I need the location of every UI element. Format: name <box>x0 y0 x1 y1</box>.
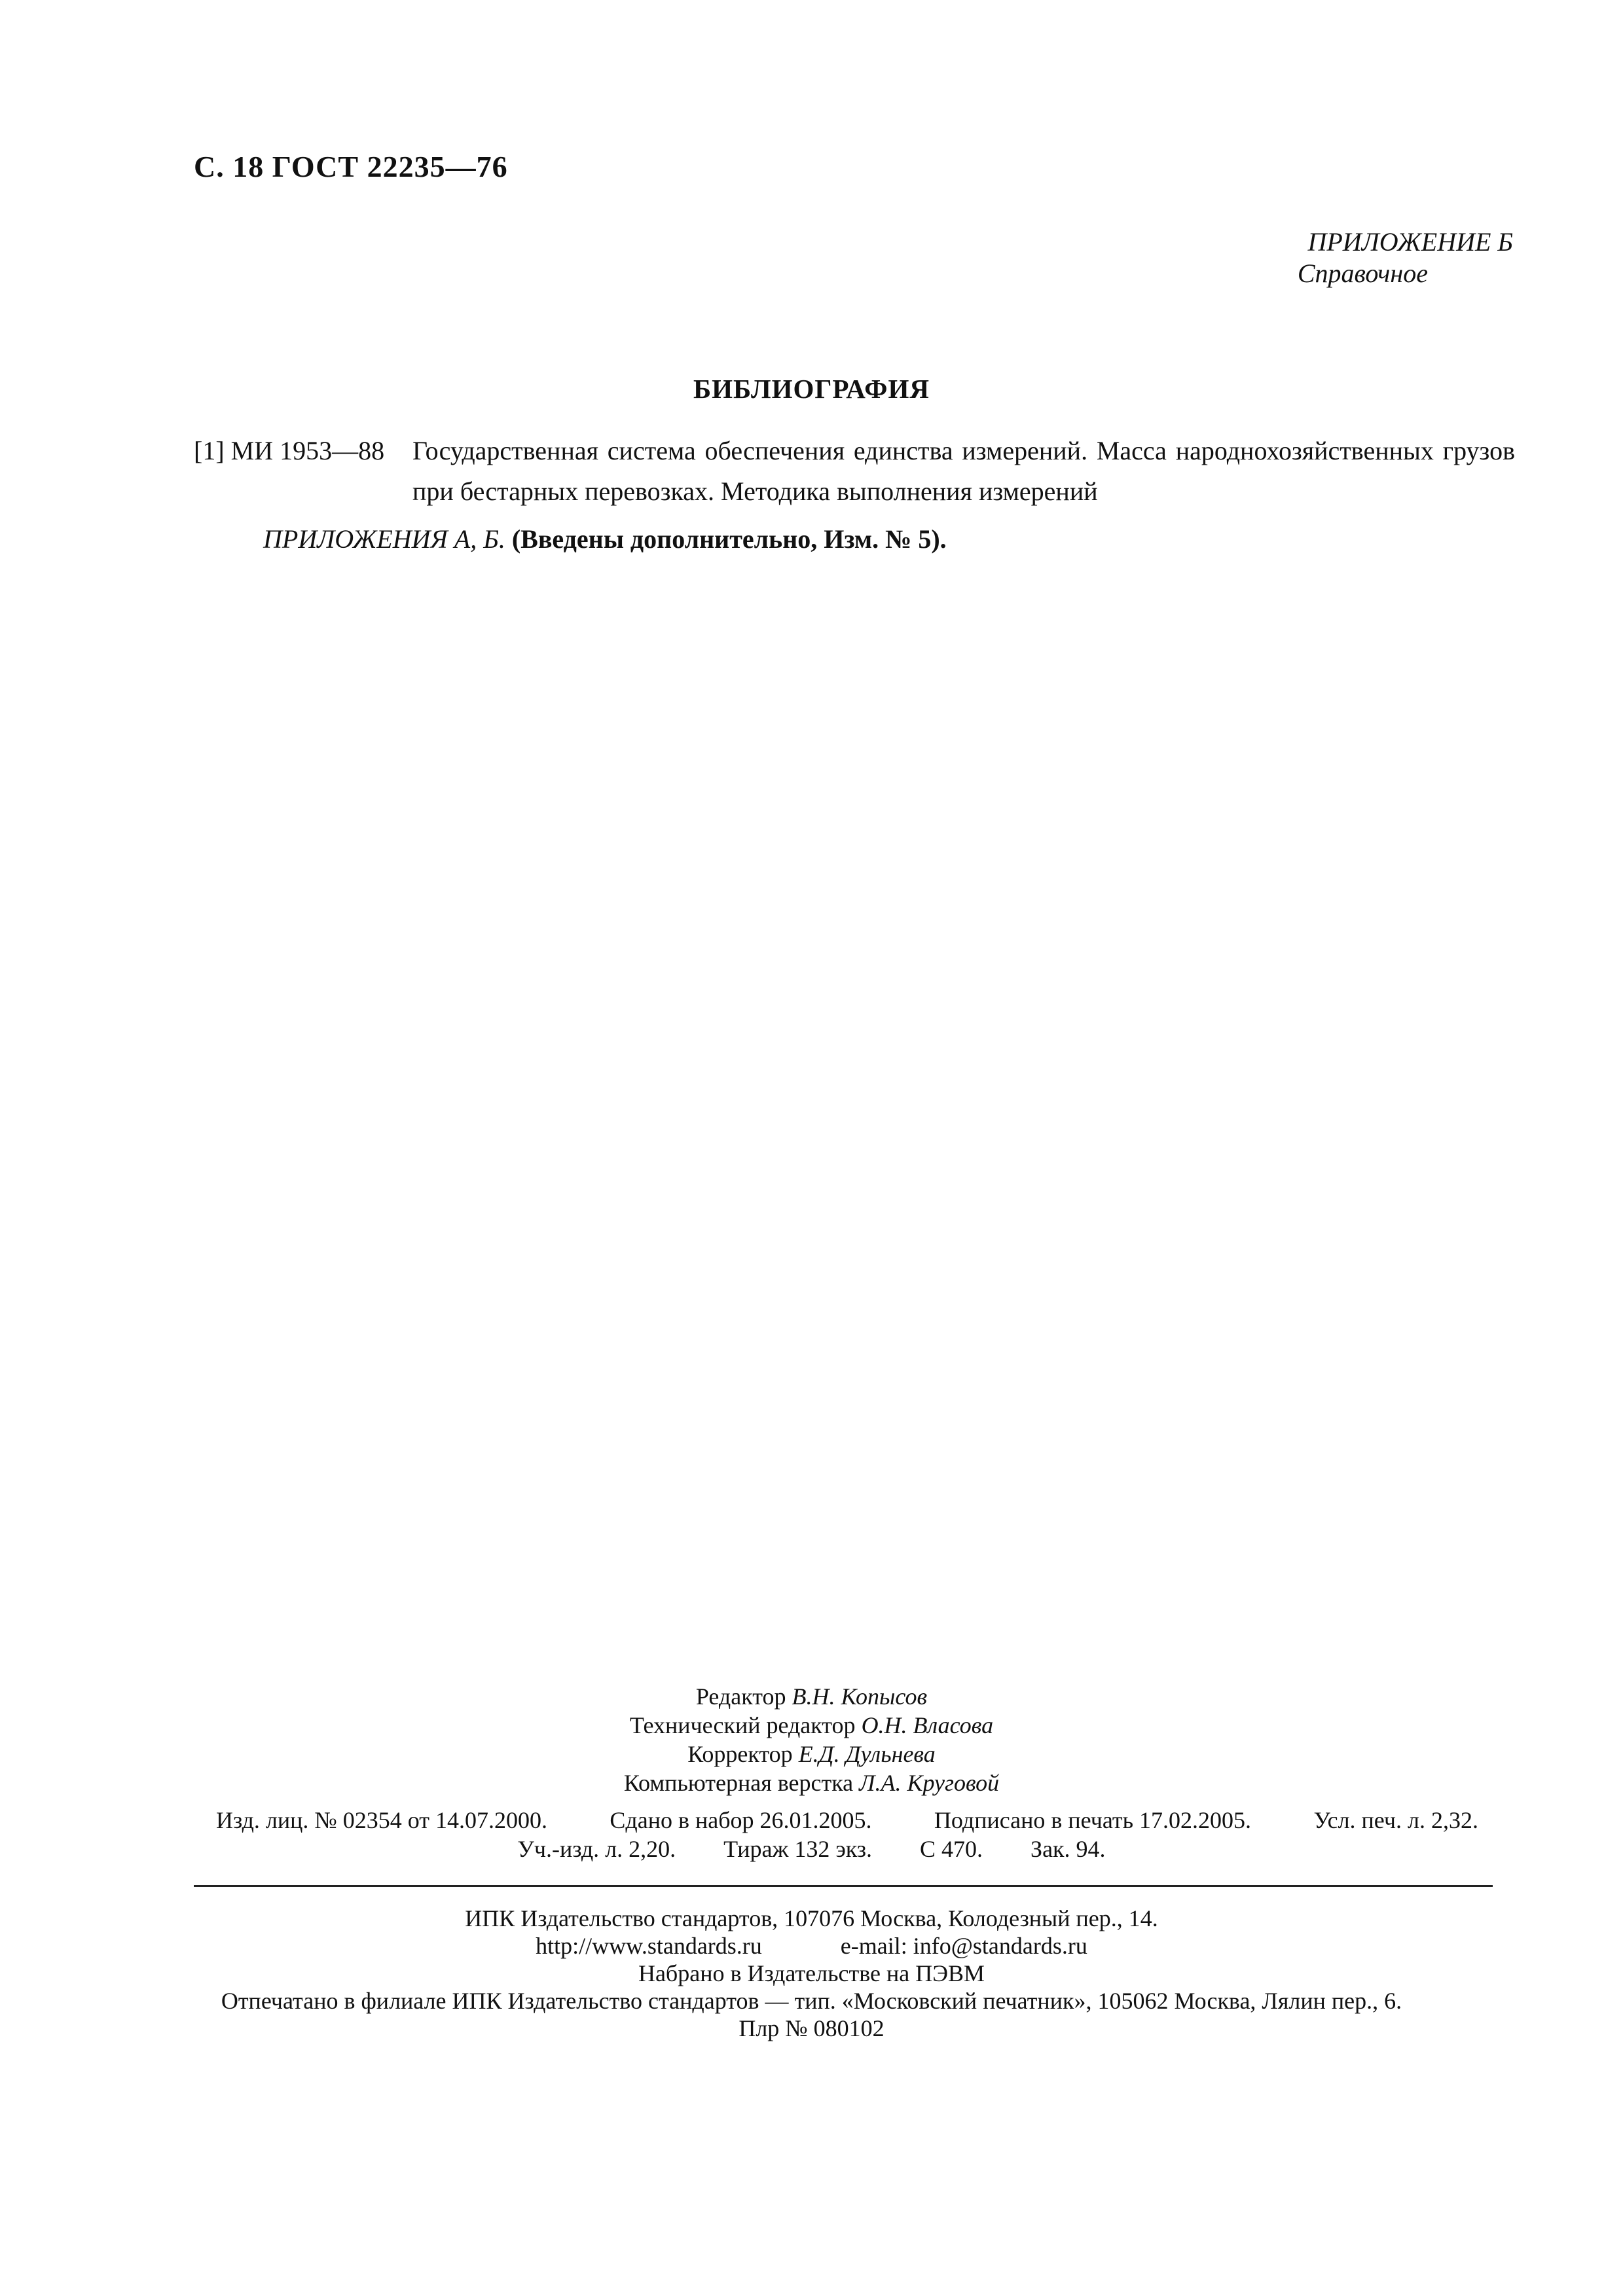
credit-line <box>0 1740 1623 1768</box>
publication-details-row <box>0 1835 1623 1863</box>
credit-name: Л.А. Круговой <box>859 1770 1000 1796</box>
appendix-note <box>263 524 947 554</box>
credit-name: О.Н. Власова <box>861 1712 994 1738</box>
credit-role: Компьютерная верстка <box>623 1770 854 1796</box>
publication-edition-sheets: Уч.-изд. л. 2,20. <box>517 1836 676 1862</box>
credit-name: В.Н. Копысов <box>792 1683 928 1710</box>
imprint-email: e-mail: info@standards.ru <box>840 1933 1087 1959</box>
credit-name: Е.Д. Дульнева <box>798 1741 936 1767</box>
imprint-website: http://www.standards.ru <box>536 1933 762 1959</box>
credit-role: Технический редактор <box>629 1712 856 1738</box>
bibliography-title: БИБЛИОГРАФИЯ <box>693 374 930 404</box>
credit-role: Редактор <box>695 1683 786 1710</box>
appendix-heading <box>1298 226 1513 289</box>
publication-order: Зак. 94. <box>1030 1836 1106 1862</box>
imprint-block <box>0 1905 1623 2042</box>
divider-line <box>194 1885 1493 1887</box>
publication-code: С 470. <box>920 1836 983 1862</box>
appendix-title: ПРИЛОЖЕНИЕ Б <box>1307 227 1513 257</box>
bibliography-entry-ref: [1] МИ 1953—88 <box>194 436 385 465</box>
credit-line <box>0 1682 1623 1711</box>
publication-sheets: Усл. печ. л. 2,32. <box>1313 1807 1478 1833</box>
credit-line <box>0 1711 1623 1740</box>
publication-submitted: Сдано в набор 26.01.2005. <box>610 1807 872 1833</box>
appendix-note-bold: (Введены дополнительно, Изм. № 5). <box>511 524 947 554</box>
publication-print-run: Тираж 132 экз. <box>723 1836 873 1862</box>
imprint-contacts <box>0 1932 1623 1960</box>
publication-details-row <box>216 1806 1478 1834</box>
credit-role: Корректор <box>687 1741 793 1767</box>
credit-line <box>0 1768 1623 1797</box>
bibliography-entry <box>194 431 1515 512</box>
bibliography-entry-text: Государственная система обеспечения единства измерений. Масса народнохозяйственных грузов при бестарных перевозках. Методика выполнения измерений <box>412 436 1515 506</box>
imprint-printed: Отпечатано в филиале ИПК Издательство стандартов — тип. «Московский печатник», 105062 Москва, Лялин пер., 6. <box>221 1988 1402 2014</box>
publication-license: Изд. лиц. № 02354 от 14.07.2000. <box>216 1807 547 1833</box>
imprint-publisher: ИПК Издательство стандартов, 107076 Москва, Колодезный пер., 14. <box>465 1905 1158 1931</box>
appendix-subtitle: Справочное <box>1297 259 1428 288</box>
appendix-note-italic: ПРИЛОЖЕНИЯ А, Б. <box>263 524 505 554</box>
credits-block <box>0 1682 1623 1797</box>
imprint-license: Плр № 080102 <box>739 2015 884 2041</box>
page-header: С. 18 ГОСТ 22235—76 <box>194 150 508 183</box>
imprint-typeset: Набрано в Издательстве на ПЭВМ <box>638 1960 985 1986</box>
publication-signed: Подписано в печать 17.02.2005. <box>934 1807 1252 1833</box>
